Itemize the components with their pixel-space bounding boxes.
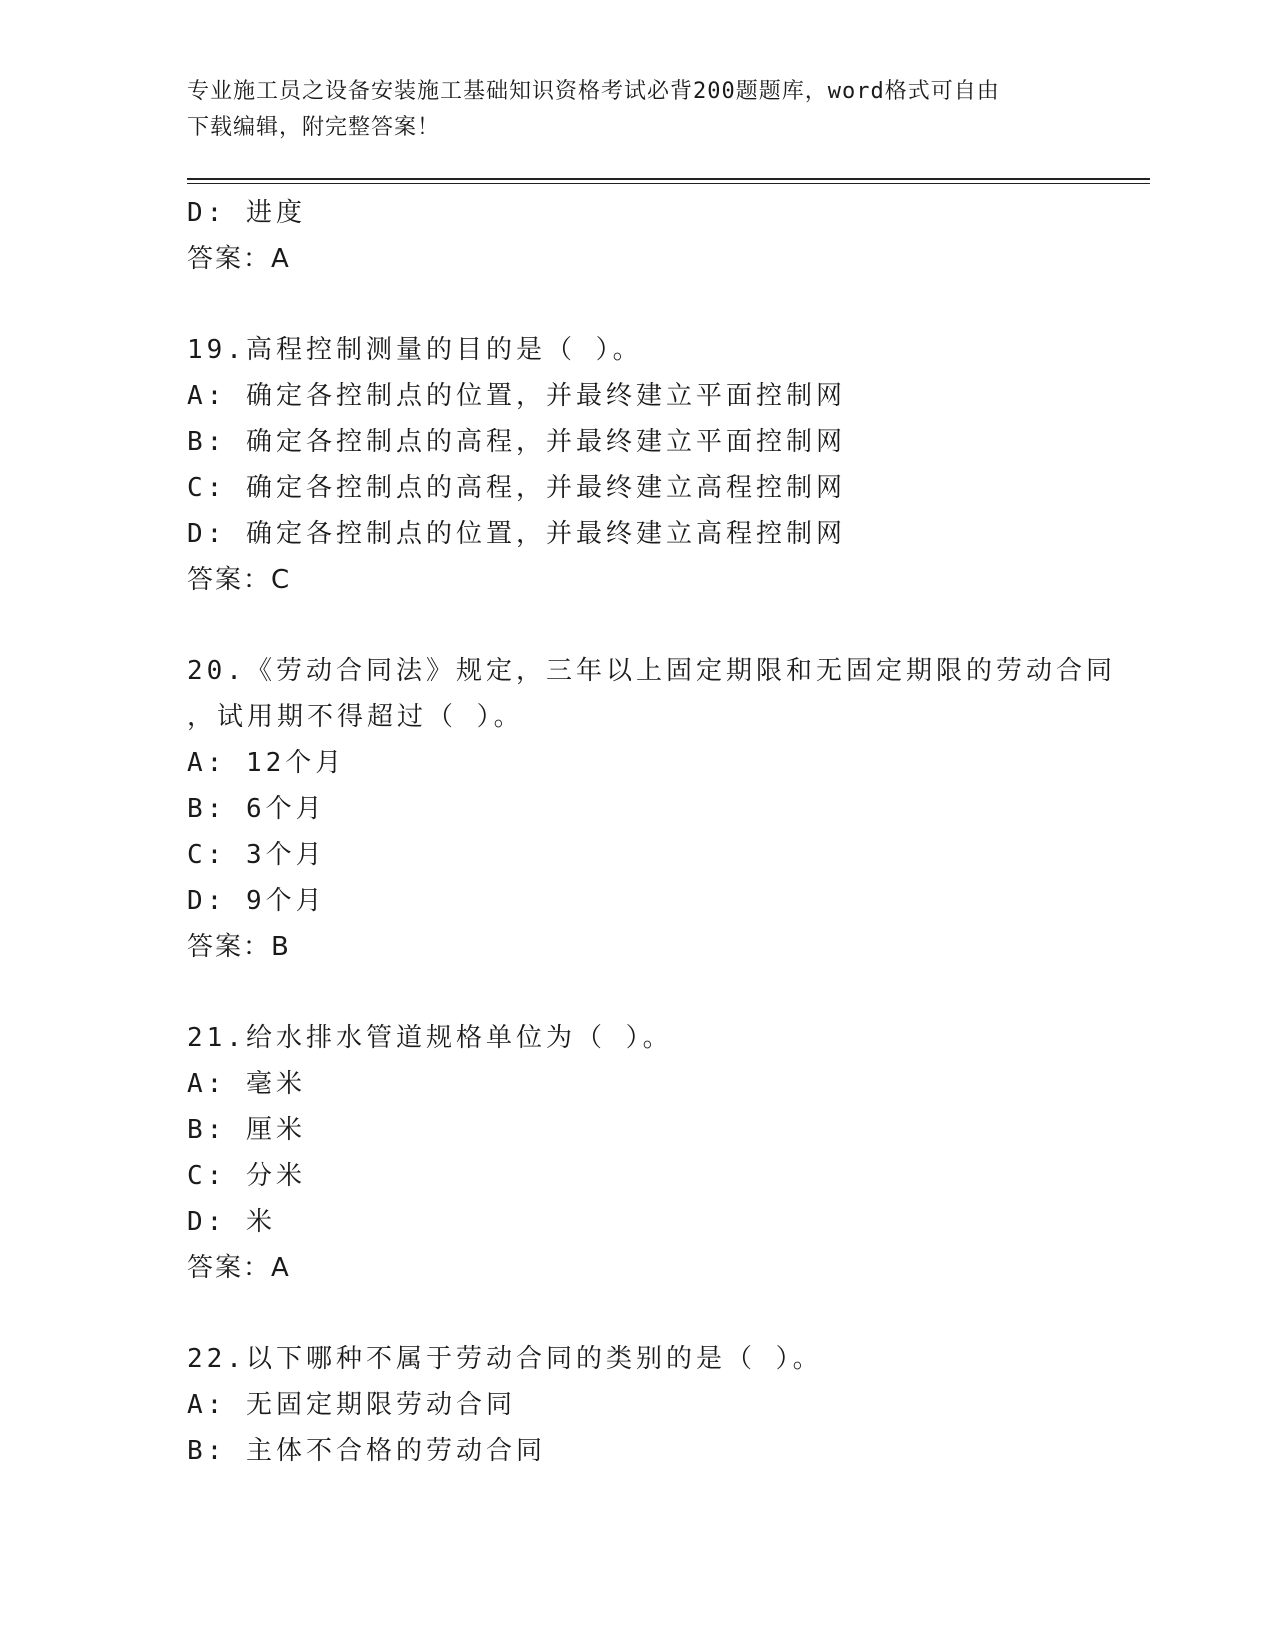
header-divider-thin <box>187 183 1150 184</box>
option-d: D: 确定各控制点的位置，并最终建立高程控制网 <box>187 519 846 549</box>
option-a: A: 毫米 <box>187 1069 306 1099</box>
question-stem: 22.以下哪种不属于劳动合同的类别的是（ ）。 <box>187 1344 823 1374</box>
option-a: A: 无固定期限劳动合同 <box>187 1390 516 1420</box>
option-a: A: 12个月 <box>187 748 346 778</box>
answer: 答案：C <box>187 565 292 595</box>
option-b: B: 6个月 <box>187 794 326 824</box>
document-header <box>187 74 1087 146</box>
option-b: B: 厘米 <box>187 1115 306 1145</box>
question-stem-line-1: 20.《劳动合同法》规定，三年以上固定期限和无固定期限的劳动合同 <box>187 656 1116 686</box>
document-body <box>187 190 1116 1474</box>
question-19 <box>187 327 1087 603</box>
question-21 <box>187 1015 1087 1291</box>
option-c: C: 3个月 <box>187 840 326 870</box>
option-b: B: 主体不合格的劳动合同 <box>187 1436 546 1466</box>
spacer <box>187 1291 1087 1336</box>
header-divider-thick <box>187 178 1150 180</box>
question-stem: 19.高程控制测量的目的是（ ）。 <box>187 335 643 365</box>
option-a: A: 确定各控制点的位置，并最终建立平面控制网 <box>187 381 846 411</box>
answer: 答案：B <box>187 932 291 962</box>
option-d: D: 米 <box>187 1207 276 1237</box>
question-stem: 21.给水排水管道规格单位为（ ）。 <box>187 1023 673 1053</box>
option-d: D: 9个月 <box>187 886 326 916</box>
question-22 <box>187 1336 1087 1474</box>
spacer <box>187 282 1087 327</box>
header-line-2: 下载编辑，附完整答案！ <box>187 115 441 140</box>
option-c: C: 分米 <box>187 1161 306 1191</box>
option-d: D: 进度 <box>187 198 306 228</box>
spacer <box>187 603 1087 648</box>
answer: 答案：A <box>187 1253 291 1283</box>
header-line-1: 专业施工员之设备安装施工基础知识资格考试必背200题题库，word格式可自由 <box>187 79 1000 104</box>
option-c: C: 确定各控制点的高程，并最终建立高程控制网 <box>187 473 846 503</box>
question-stem-line-2: ，试用期不得超过（ ）。 <box>187 702 524 732</box>
answer-18: 答案：A <box>187 244 291 274</box>
spacer <box>187 970 1087 1015</box>
question-20 <box>187 648 1116 970</box>
option-b: B: 确定各控制点的高程，并最终建立平面控制网 <box>187 427 846 457</box>
